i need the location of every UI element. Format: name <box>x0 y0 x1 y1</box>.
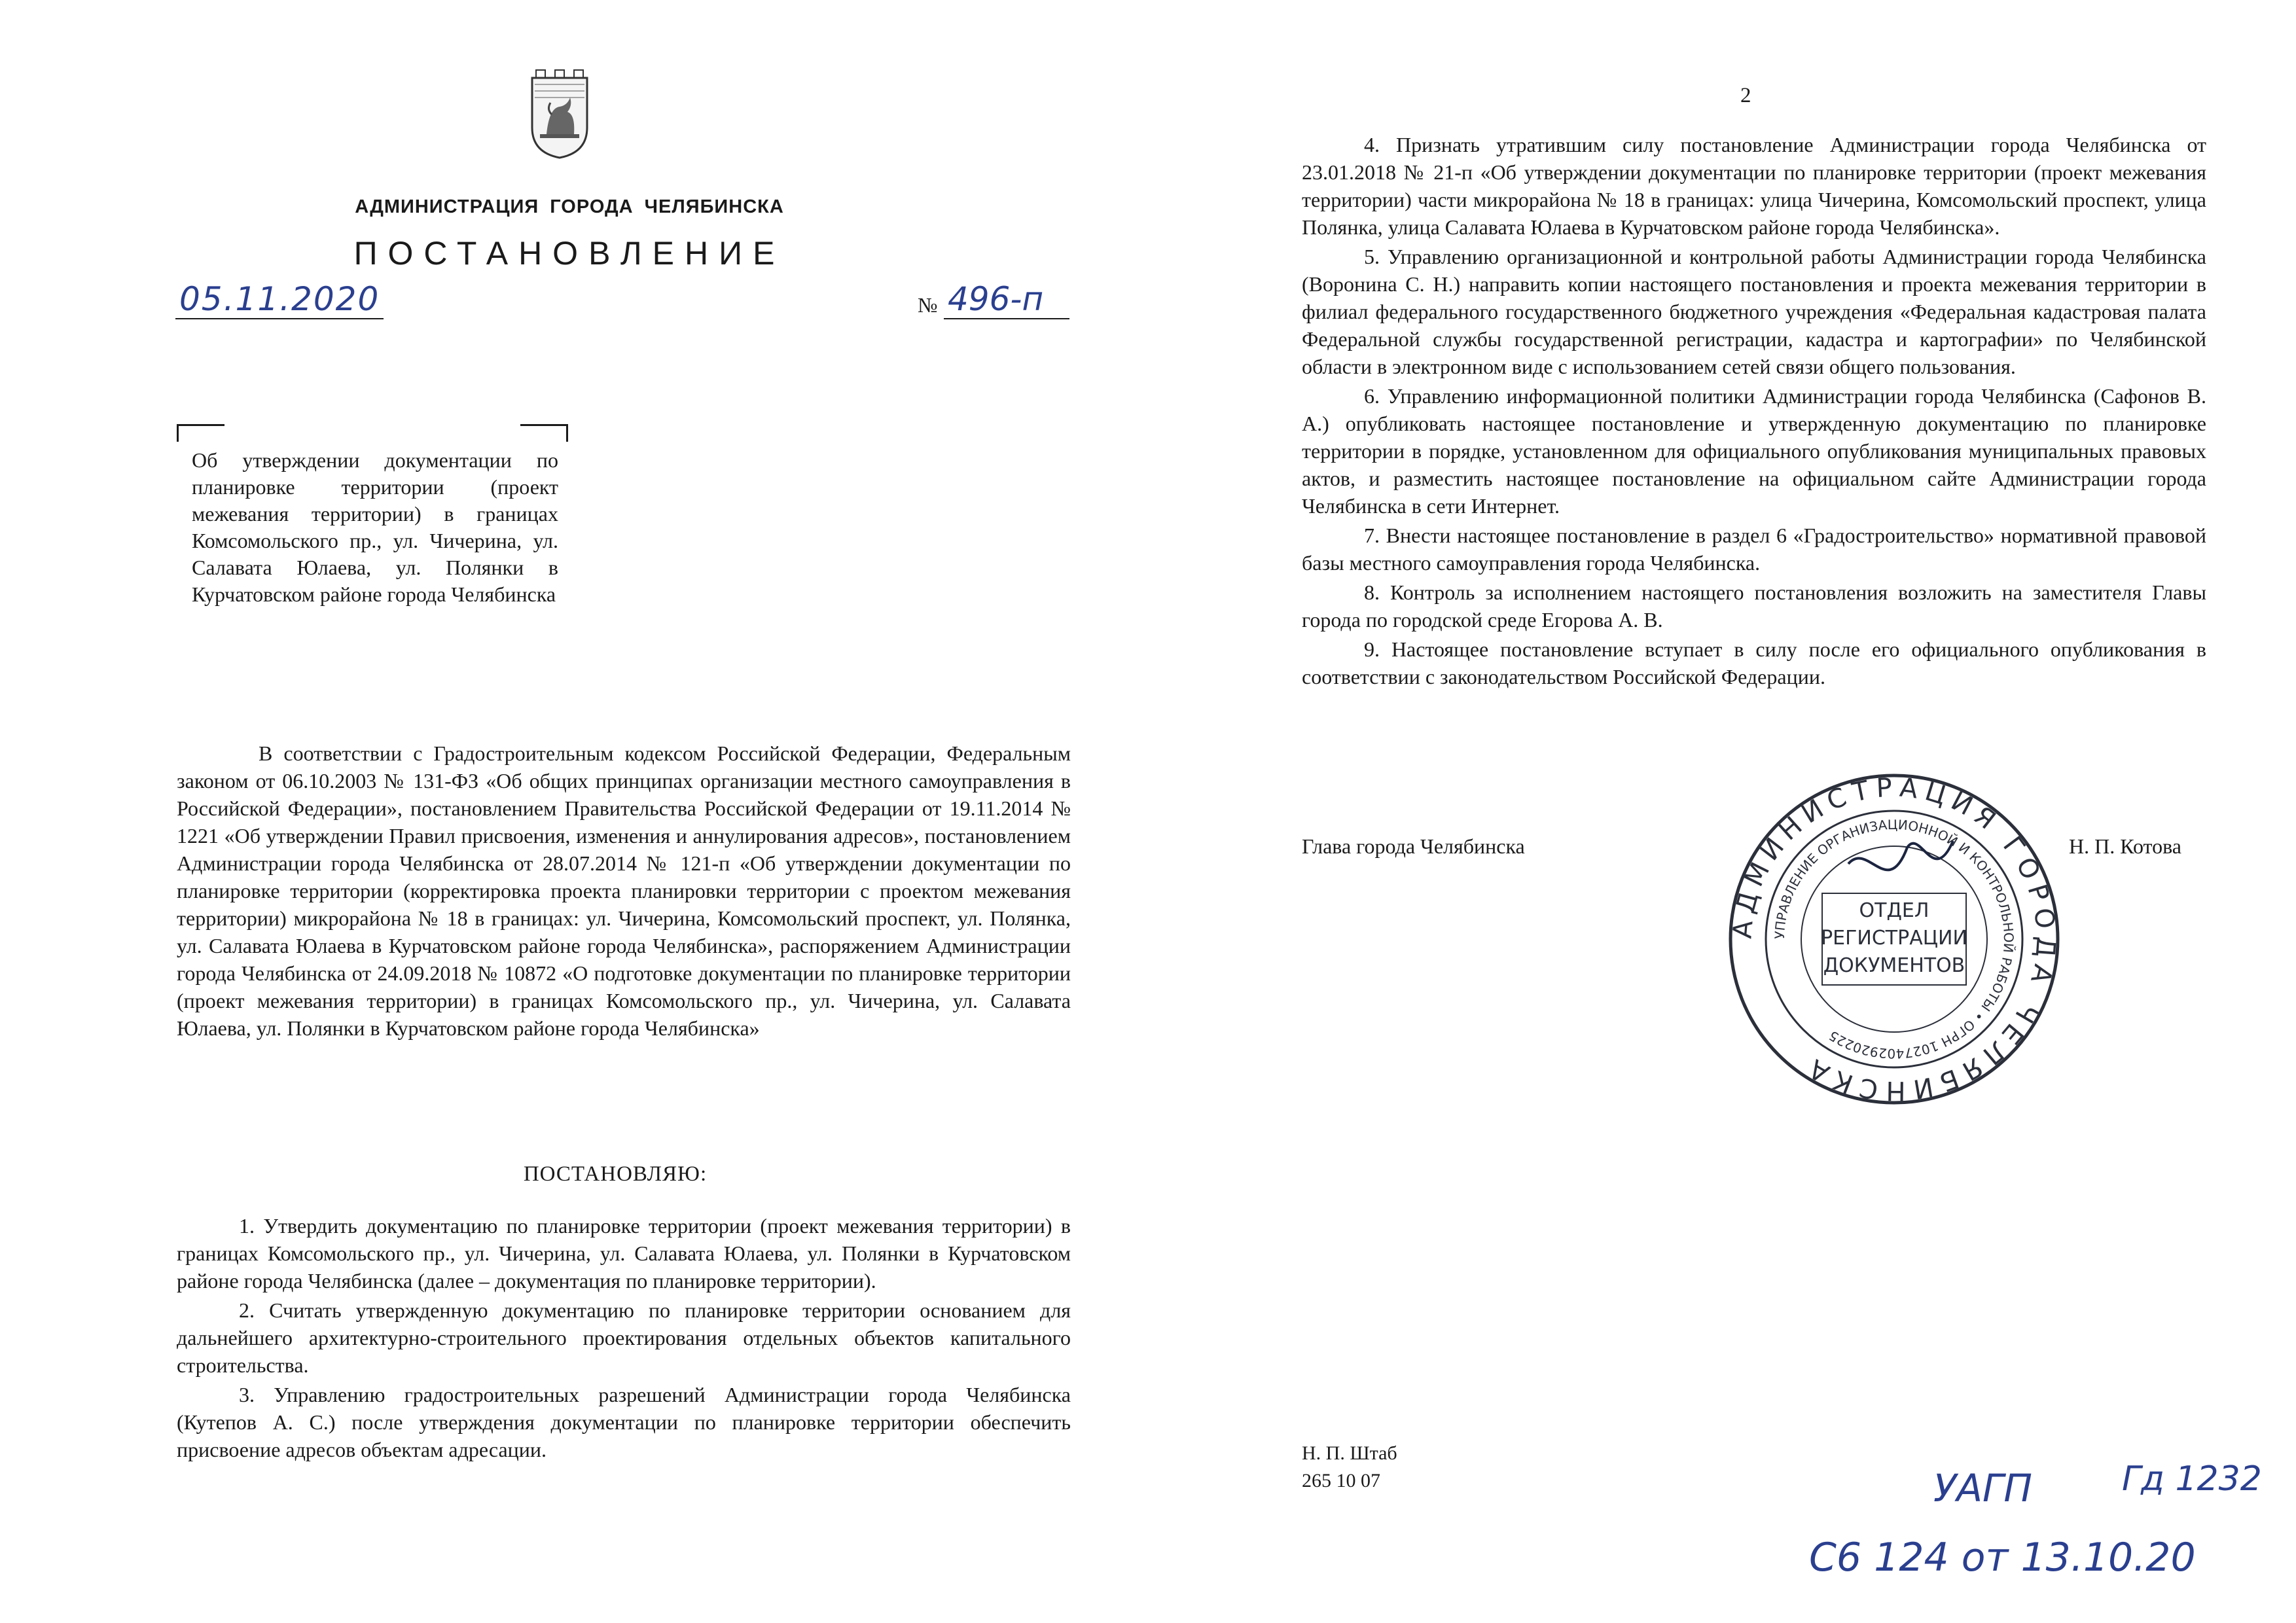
official-stamp-seal <box>1724 769 2064 1109</box>
executor-info <box>1302 1440 1397 1495</box>
city-coat-of-arms-icon <box>527 69 592 159</box>
resolution-item: 3. Управлению градостроительных разрешений Администрации города Челябинска (Кутепов А. С.) после утверждения документации по планировке территории обеспечить присвоение адресов объектам адресации. <box>177 1383 1071 1461</box>
resolution-item: 2. Считать утвержденную документацию по планировке территории основанием для дальнейшего архитектурно-строительного проектирования отдельных объектов капитального строительства. <box>177 1298 1071 1377</box>
resolution-item: 1. Утвердить документацию по планировке территории (проект межевания территории) в границах Комсомольского пр., ул. Чичерина, ул. Салавата Юлаева, ул. Полянки в Курчатовском районе города Челябинска (далее – документация по планировке территории). <box>177 1214 1071 1293</box>
resolution-items-right <box>1302 131 2206 692</box>
right-page <box>1148 0 2296 1623</box>
subject-bracket-left <box>177 424 224 442</box>
stamp-center-line: ДОКУМЕНТОВ <box>1823 954 1965 977</box>
executor-phone: 265 10 07 <box>1302 1470 1380 1491</box>
stamp-inner-text: УПРАВЛЕНИЕ ОРГАНИЗАЦИОННОЙ И КОНТРОЛЬНОЙ РАБОТЫ • ОГРН 1027402920225 <box>1771 816 2017 1062</box>
resolution-item: 7. Внести настоящее постановление в раздел 6 «Градостроительство» нормативной правовой базы местного самоуправления города Челябинска. <box>1302 524 2206 575</box>
document-number: 496-п <box>944 280 1069 319</box>
preamble-paragraph: В соответствии с Градостроительным кодексом Российской Федерации, Федеральным законом от 06.10.2003 № 131-ФЗ «Об общих принципах организации местного самоуправления в Российской Федерации», постановлением Правительства Российской Федерации от 19.11.2014 № 1221 «Об утверждении Правил присвоения, изменения и аннулирования адресов», постановлением Администрации города Челябинска от 28.07.2014 № 121-п «Об утверждении документации по планировке территории (корректировка проекта планировки территории с проектом межевания территории) микрорайона № 18 в границах: ул. Чичерина, Комсомольский проспект, ул. Полянка, ул. Салавата Юлаева в Курчатовском районе города Челябинска», распоряжением Администрации города Челябинска от 24.09.2018 № 10872 «О подготовке документации по планировке территории (проект межевания территории) в границах Комсомольского пр., ул. Чичерина, ул. Салавата Юлаева, ул. Полянки в Курчатовском районе города Челябинска» <box>177 741 1071 1040</box>
handwritten-note: Гд 1232 <box>2122 1459 2262 1499</box>
signatory-name: Н. П. Котова <box>2069 834 2181 858</box>
resolution-items-left <box>177 1212 1071 1465</box>
resolution-item: 4. Признать утратившим силу постановление Администрации города Челябинска от 23.01.2018 № 21-п «Об утверждении документации по планировке территории (проект межевания территории) части микрорайона № 18 в границах: улица Чичерина, Комсомольский проспект, улица Полянка, улица Салавата Юлаева в Курчатовском районе города Челябинска». <box>1302 133 2206 239</box>
executor-name: Н. П. Штаб <box>1302 1442 1397 1464</box>
handwritten-note: УАГП <box>1933 1466 2032 1510</box>
signature-scribble <box>1848 841 1953 870</box>
page-number: 2 <box>1740 84 1751 107</box>
stamp-center-line: РЕГИСТРАЦИИ <box>1821 927 1967 950</box>
resolution-item: 8. Контроль за исполнением настоящего постановления возложить на заместителя Главы города по городской среде Егорова А. В. <box>1302 580 2206 632</box>
resolution-item: 6. Управлению информационной политики Администрации города Челябинска (Сафонов В. А.) опубликовать настоящее постановление и утвержденную документацию по планировке территории в порядке, установленном для официального опубликования муниципальных правовых актов, и разместить настоящее постановление на официальном сайте Администрации города Челябинска в сети Интернет. <box>1302 384 2206 518</box>
resolution-item: 9. Настоящее постановление вступает в силу после его официального опубликования в соответствии с законодательством Российской Федерации. <box>1302 637 2206 688</box>
resolution-item: 5. Управлению организационной и контрольной работы Администрации города Челябинска (Воронина С. Н.) направить копии настоящего постановления и проекта межевания территории в филиал федерального государственного бюджетного учреждения «Федеральная кадастровая палата Федеральной службы государственной регистрации, кадастра и картографии» по Челябинской области в электронном виде с использованием сетей связи общего пользования. <box>1302 245 2206 378</box>
subject-bracket-right <box>520 424 568 442</box>
handwritten-note: С6 124 от 13.10.20 <box>1809 1535 2196 1580</box>
document-type-title: ПОСТАНОВЛЕНИЕ <box>353 235 785 272</box>
document-subject: Об утверждении документации по планировке территории (проект межевания территории) в границах Комсомольского пр., ул. Чичерина, ул. Салавата Юлаева, ул. Полянки в Курчатовском районе города Челябинска <box>192 448 558 606</box>
resolve-heading: ПОСТАНОВЛЯЮ: <box>523 1162 708 1186</box>
signatory-title: Глава города Челябинска <box>1302 834 1525 858</box>
stamp-center-line: ОТДЕЛ <box>1859 899 1929 922</box>
document-date: 05.11.2020 <box>175 280 384 319</box>
number-sign: № <box>918 293 938 317</box>
organization-name: АДМИНИСТРАЦИЯ ГОРОДА ЧЕЛЯБИНСКА <box>355 196 784 217</box>
stamp-outer-text: АДМИНИСТРАЦИЯ ГОРОДА ЧЕЛЯБИНСКА <box>1727 772 2061 1106</box>
